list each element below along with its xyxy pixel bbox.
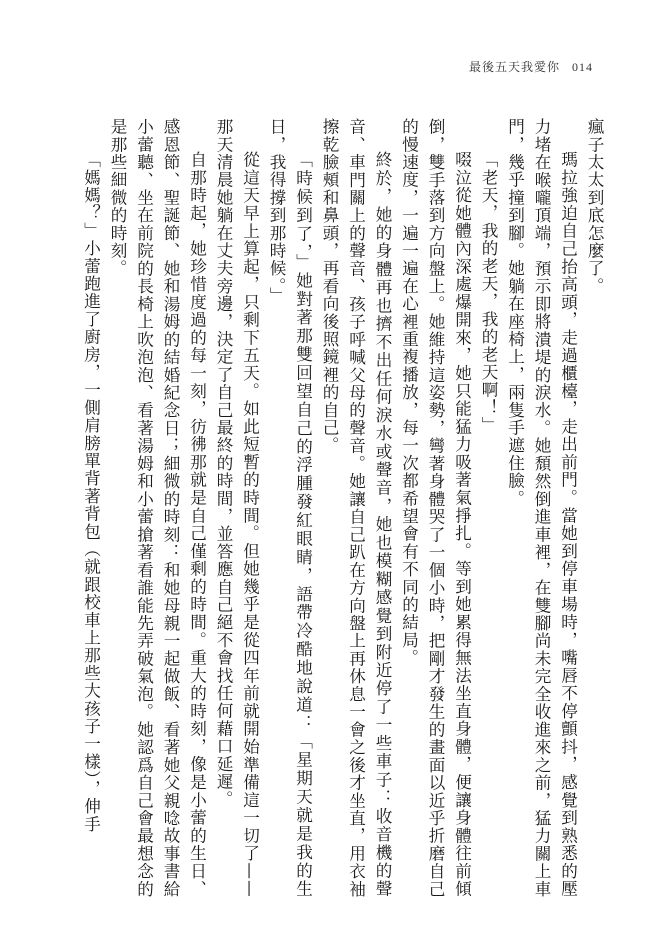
paragraph: 啜泣從她體內深處爆開來，她只能猛力吸著氣掙扎。等到她累得無法坐直身體，便讓身體往前傾倒，雙手落到方向盤上。她維持這姿勢，彎著身體哭了一個小時，把剛才發生的畫面以近乎折磨自己的慢速度，一遍一遍在心裡重複播放，每一次都希望會有不同的結局。 bbox=[399, 118, 472, 898]
paragraph: 「老天，我的老天，我的老天啊！」 bbox=[479, 151, 498, 435]
page-number: 014 bbox=[572, 60, 593, 74]
book-title: 最後五天我愛你 bbox=[468, 60, 560, 74]
paragraph: 從這天早上算起，只剩下五天。如此短暫的時間。但她幾乎是從四年前就開始準備這一切了——那天清晨她躺在丈夫旁邊，決定了自己最終的時間，並答應自己絕不會找任何藉口延遲。 bbox=[214, 118, 260, 898]
paragraph: 「時候到了，」她對著那雙回望自己的浮腫發紅眼睛，語帶冷酷地說道：「星期天就是我的生日，我得撐到那時候。」 bbox=[267, 118, 313, 898]
paragraph: 瘋子太太到底怎麼了。 bbox=[585, 118, 604, 295]
paragraph: 「媽媽？」小蕾跑進了廚房，一側肩膀單背著背包（就跟校車上那些大孩子一樣），伸手 bbox=[81, 151, 101, 834]
paragraph: 瑪拉強迫自己抬高頭，走過櫃檯，走出前門。當她到停車場時，嘴唇不停顫抖，感覺到熟悉的壓力堵在喉嚨頂端，預示即將潰堤的淚水。她頹然倒進車裡，在雙腳尚未完全收進來之前，猛力關上車門，幾乎撞到腳。她躺在座椅上，兩隻手遮住臉。 bbox=[505, 118, 578, 898]
paragraph: 自那時起，她珍惜度過的每一刻，彷彿那就是自己僅剩的時間。重大的時刻，像是小蕾的生日、感恩節、聖誕節、她和湯姆的結婚紀念日；細微的時刻：和她母親一起做飯、看著她父親唸故事書給小蕾聽、坐在前院的長椅上吹泡泡、看著湯姆和小蕾搶著看誰能先弄破氣泡。她認爲自己會最想念的是那些細微的時刻。 bbox=[108, 118, 207, 898]
paragraph: 終於，她的身體再也擠不出任何淚水或聲音，她也模糊感覺到附近停了一些車子：收音機的聲音、車門關上的聲音、孩子呼喊父母的聲音。她讓自己趴在方向盤上再休息一會之後才坐直，用衣袖擦乾臉頰和鼻頭，再看向後照鏡裡的自己。 bbox=[320, 118, 392, 898]
vertical-body-text bbox=[47, 118, 607, 898]
running-header bbox=[469, 58, 593, 75]
